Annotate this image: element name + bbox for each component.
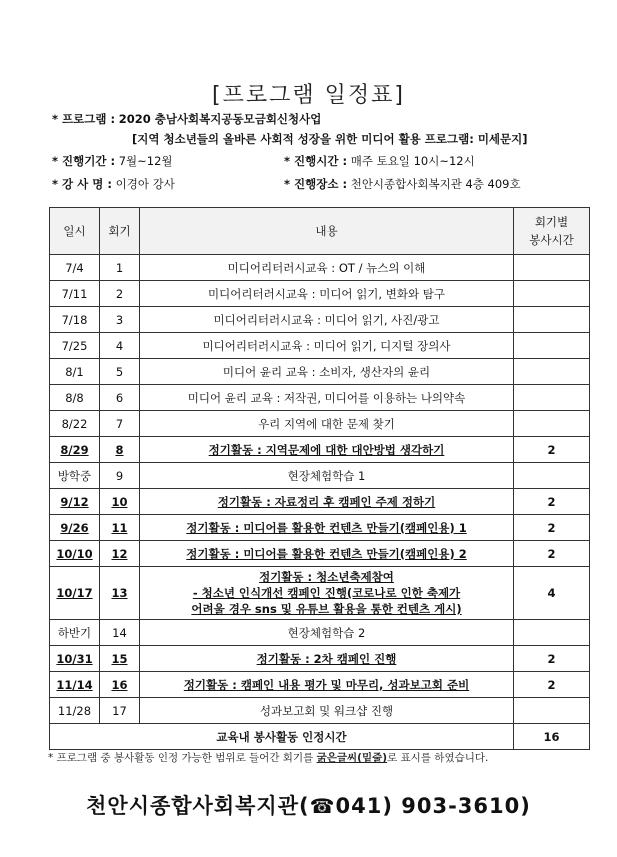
row-hours: 2: [514, 515, 590, 541]
table-row: [50, 281, 590, 307]
table-row-volunteer: [50, 567, 590, 620]
program-value: 2020 충남사회복지공동모금회신청사업: [118, 112, 322, 126]
row-hours: 2: [514, 646, 590, 672]
row-date: 7/4: [50, 255, 100, 281]
row-date: 7/18: [50, 307, 100, 333]
row-content: 성과보고회 및 워크샵 진행: [140, 698, 514, 724]
row-date: 8/1: [50, 359, 100, 385]
table-row-volunteer: [50, 437, 590, 463]
footnote-suffix: 로 표시를 하였습니다.: [387, 752, 489, 764]
row-round: 9: [100, 463, 140, 489]
row-date: 10/17: [50, 567, 100, 620]
program-subtitle: [지역 청소년들의 올바른 사회적 성장을 위한 미디어 활용 프로그램: 미세문지]: [132, 132, 528, 146]
row-hours: [514, 463, 590, 489]
row-hours: 2: [514, 437, 590, 463]
row-round: 5: [100, 359, 140, 385]
row-hours: [514, 255, 590, 281]
header-hours-line2: 봉사시간: [529, 233, 574, 247]
table-row-volunteer: [50, 489, 590, 515]
header-content: 내용: [140, 208, 514, 255]
row-content: 정기활동 : 미디어를 활용한 컨텐츠 만들기(캠페인용) 1: [140, 515, 514, 541]
row-date: 방학중: [50, 463, 100, 489]
phone-icon: ☎: [309, 794, 336, 818]
footer-phone: 041) 903-3610): [335, 794, 531, 818]
table-row: [50, 620, 590, 646]
row-date: 10/10: [50, 541, 100, 567]
table-row: [50, 333, 590, 359]
place-value: 천안시종합사회복지관 4층 409호: [350, 177, 521, 191]
row-hours: 4: [514, 567, 590, 620]
row-content: 우리 지역에 대한 문제 찾기: [140, 411, 514, 437]
row-content: 미디어리터러시교육 : 미디어 읽기, 디지털 장의사: [140, 333, 514, 359]
row-content-line2: - 청소년 인식개선 캠페인 진행(코로나로 인한 축제가: [192, 586, 461, 600]
table-row-volunteer: [50, 672, 590, 698]
period-label: * 진행기간 :: [52, 154, 116, 168]
time-line: [284, 153, 475, 169]
row-content: 현장체험학습 1: [140, 463, 514, 489]
program-label: * 프로그램 :: [52, 112, 116, 126]
place-label: * 진행장소 :: [284, 177, 348, 191]
row-date: 8/29: [50, 437, 100, 463]
table-header-row: [50, 208, 590, 255]
row-date: 하반기: [50, 620, 100, 646]
row-hours: [514, 698, 590, 724]
row-hours: 2: [514, 541, 590, 567]
row-round: 3: [100, 307, 140, 333]
row-round: 14: [100, 620, 140, 646]
schedule-table: [49, 207, 590, 750]
total-value: 16: [514, 724, 590, 750]
row-content: 정기활동 : 2차 캠페인 진행: [140, 646, 514, 672]
row-hours: [514, 333, 590, 359]
table-total-row: [50, 724, 590, 750]
row-round: 8: [100, 437, 140, 463]
table-row: [50, 411, 590, 437]
row-round: 16: [100, 672, 140, 698]
table-row-volunteer: [50, 541, 590, 567]
time-label: * 진행시간 :: [284, 154, 348, 168]
row-hours: [514, 307, 590, 333]
row-date: 7/11: [50, 281, 100, 307]
row-date: 7/25: [50, 333, 100, 359]
row-round: 17: [100, 698, 140, 724]
row-content: 정기활동 : 캠페인 내용 평가 및 마무리, 성과보고회 준비: [140, 672, 514, 698]
footnote: [48, 750, 488, 765]
row-content-multiline: [140, 567, 514, 620]
table-row-volunteer: [50, 646, 590, 672]
instructor-label: * 강 사 명 :: [52, 177, 112, 191]
row-content-line1: 정기활동 : 청소년축제참여: [259, 570, 394, 584]
row-content: 미디어리터러시교육 : 미디어 읽기, 사진/광고: [140, 307, 514, 333]
row-hours: [514, 620, 590, 646]
row-content: 미디어리터러시교육 : 미디어 읽기, 변화와 탐구: [140, 281, 514, 307]
table-row: [50, 359, 590, 385]
instructor-value: 이경아 강사: [115, 177, 175, 191]
table-row: [50, 698, 590, 724]
row-date: 9/26: [50, 515, 100, 541]
row-date: 11/14: [50, 672, 100, 698]
header-hours: [514, 208, 590, 255]
row-hours: 2: [514, 672, 590, 698]
footer-org: 천안시종합사회복지관(: [86, 794, 310, 818]
row-date: 8/22: [50, 411, 100, 437]
row-hours: [514, 281, 590, 307]
period-value: 7월~12월: [118, 154, 173, 168]
table-row: [50, 385, 590, 411]
row-content: 정기활동 : 자료정리 후 캠페인 주제 정하기: [140, 489, 514, 515]
row-round: 13: [100, 567, 140, 620]
header-hours-line1: 회기별: [534, 215, 569, 229]
row-content: 미디어 윤리 교육 : 저작권, 미디어를 이용하는 나의약속: [140, 385, 514, 411]
row-content: 현장체험학습 2: [140, 620, 514, 646]
place-line: [284, 176, 521, 192]
row-date: 11/28: [50, 698, 100, 724]
table-row: [50, 255, 590, 281]
table-row-volunteer: [50, 515, 590, 541]
row-round: 4: [100, 333, 140, 359]
row-round: 2: [100, 281, 140, 307]
row-content-line3: 어려울 경우 sns 및 유튜브 활용을 통한 컨텐츠 게시): [191, 602, 462, 616]
row-content: 정기활동 : 미디어를 활용한 컨텐츠 만들기(캠페인용) 2: [140, 541, 514, 567]
period-line: [52, 153, 173, 169]
row-round: 10: [100, 489, 140, 515]
row-date: 10/31: [50, 646, 100, 672]
footnote-prefix: * 프로그램 중 봉사활동 인정 가능한 범위로 들어간 회기를: [48, 752, 314, 764]
row-round: 1: [100, 255, 140, 281]
page-title: [프로그램 일정표]: [212, 83, 405, 108]
row-content: 미디어리터러시교육 : OT / 뉴스의 이해: [140, 255, 514, 281]
row-content: 정기활동 : 지역문제에 대한 대안방법 생각하기: [140, 437, 514, 463]
row-content: 미디어 윤리 교육 : 소비자, 생산자의 윤리: [140, 359, 514, 385]
footer-contact: [0, 790, 617, 820]
row-date: 8/8: [50, 385, 100, 411]
row-round: 11: [100, 515, 140, 541]
header-date: 일시: [50, 208, 100, 255]
row-hours: 2: [514, 489, 590, 515]
header-round: 회기: [100, 208, 140, 255]
footnote-emphasis: 굵은글씨(밑줄): [316, 752, 388, 764]
time-value: 매주 토요일 10시~12시: [350, 154, 475, 168]
instructor-line: [52, 176, 175, 192]
row-round: 6: [100, 385, 140, 411]
total-label: 교육내 봉사활동 인정시간: [50, 724, 514, 750]
row-hours: [514, 411, 590, 437]
table-row: [50, 463, 590, 489]
table-row: [50, 307, 590, 333]
row-hours: [514, 359, 590, 385]
row-date: 9/12: [50, 489, 100, 515]
row-round: 12: [100, 541, 140, 567]
program-line: [52, 111, 321, 127]
row-round: 7: [100, 411, 140, 437]
row-hours: [514, 385, 590, 411]
row-round: 15: [100, 646, 140, 672]
